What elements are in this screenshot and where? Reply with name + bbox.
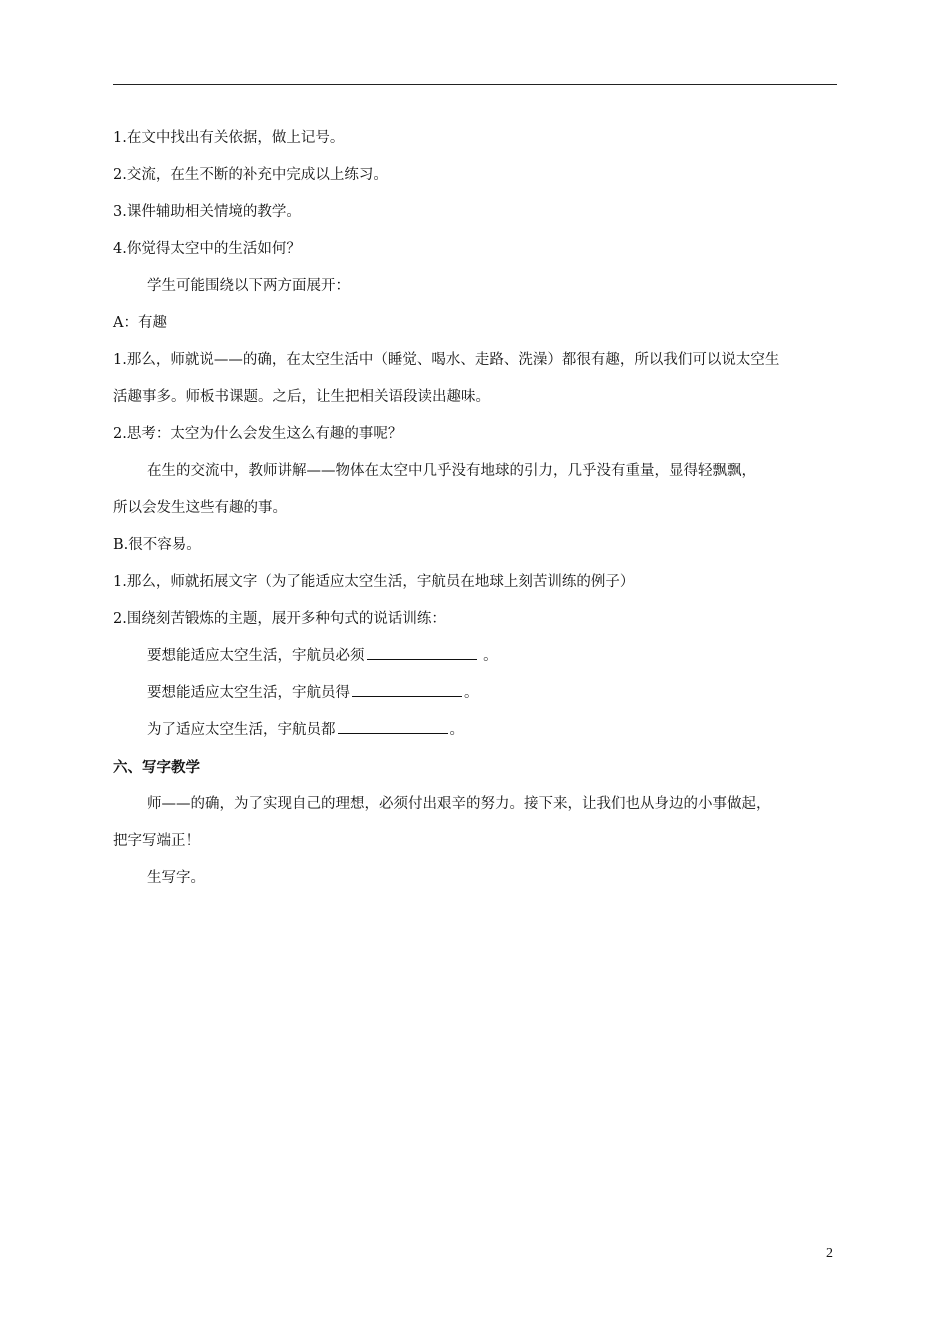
text-line-4: 4.你觉得太空中的生活如何？: [113, 241, 301, 257]
text-line-19: 师——的确，为了实现自己的理想，必须付出艰辛的努力。接下来，让我们也从身边的小事做起，: [147, 796, 771, 812]
fill-in-prompt: 为了适应太空生活，宇航员都: [147, 722, 336, 738]
section-heading: 六、写字教学: [113, 759, 200, 776]
page-number: 2: [826, 1246, 833, 1261]
fill-in-prompt: 要想能适应太空生活，宇航员得: [147, 685, 350, 701]
fill-in-prompt: 要想能适应太空生活，宇航员必须: [147, 648, 365, 664]
fill-in-blank: [338, 719, 448, 734]
text-line-2: 2.交流，在生不断的补充中完成以上练习。: [113, 167, 388, 183]
header-rule: [113, 84, 837, 85]
text-line-9: 2.思考：太空为什么会发生这么有趣的事呢？: [113, 426, 403, 442]
text-line-11: 所以会发生这些有趣的事。: [113, 500, 287, 516]
fill-in-sentence-1: [113, 638, 837, 675]
text-line-20: 把字写端正！: [113, 833, 200, 849]
fill-in-sentence-3: [113, 712, 837, 749]
text-line-14: 2.围绕刻苦锻炼的主题，展开多种句式的说话训练：: [113, 611, 446, 627]
fill-in-blank: [367, 645, 477, 660]
fill-in-blank: [352, 682, 462, 697]
text-line-5: 学生可能围绕以下两方面展开：: [147, 278, 350, 294]
text-line-6: A：有趣: [113, 315, 167, 331]
text-line-13: 1.那么，师就拓展文字（为了能适应太空生活，宇航员在地球上刻苦训练的例子）: [113, 574, 635, 590]
fill-in-end: 。: [464, 685, 479, 701]
fill-in-end: 。: [478, 648, 498, 664]
text-line-8: 活趣事多。师板书课题。之后，让生把相关语段读出趣味。: [113, 389, 490, 405]
text-line-3: 3.课件辅助相关情境的教学。: [113, 204, 301, 220]
fill-in-sentence-2: [113, 675, 837, 712]
text-line-12: B.很不容易。: [113, 537, 201, 553]
text-line-7: 1.那么，师就说——的确，在太空生活中（睡觉、喝水、走路、洗澡）都很有趣，所以我们可以说太空生: [113, 352, 780, 368]
text-line-21: 生写字。: [147, 870, 205, 886]
fill-in-end: 。: [449, 722, 464, 738]
document-body: [113, 120, 837, 897]
text-line-1: 1.在文中找出有关依据，做上记号。: [113, 130, 345, 146]
text-line-10: 在生的交流中，教师讲解——物体在太空中几乎没有地球的引力，几乎没有重量，显得轻飘飘，: [147, 463, 756, 479]
